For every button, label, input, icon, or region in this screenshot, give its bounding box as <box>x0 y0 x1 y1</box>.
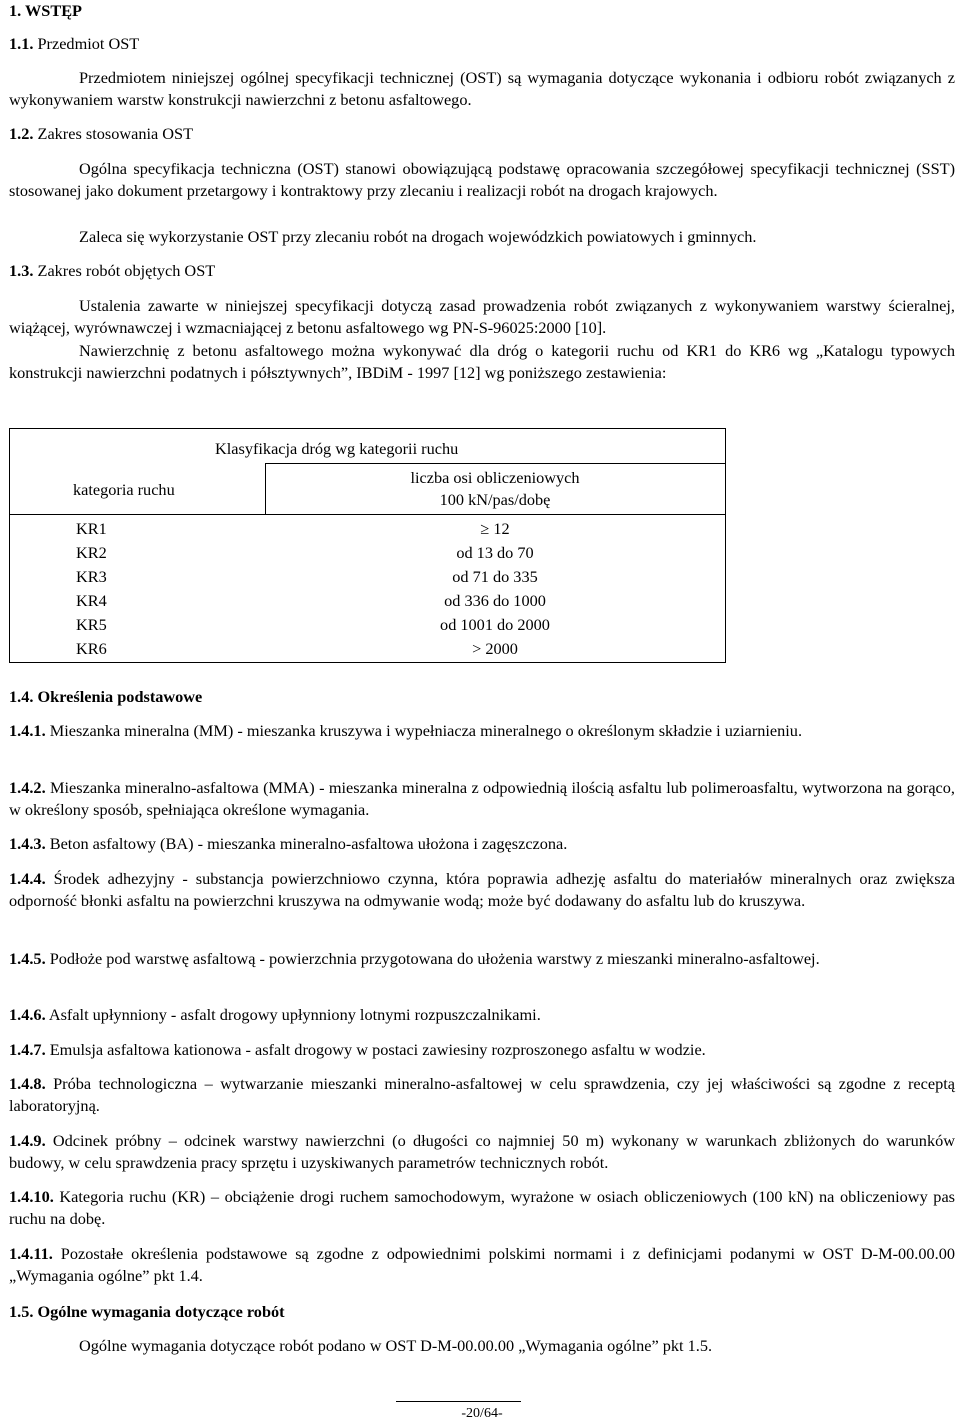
table-divider <box>10 514 725 515</box>
section-heading-1-3: 1.3. Zakres robót objętych OST <box>9 261 216 280</box>
section-heading-1-1: 1.1. Przedmiot OST <box>9 34 140 53</box>
section-heading-1-4: 1.4. Określenia podstawowe <box>9 687 203 706</box>
section-heading-1-2: 1.2. Zakres stosowania OST <box>9 124 194 143</box>
paragraph-1-5: Ogólne wymagania dotyczące robót podano w OST D-M-00.00.00 „Wymagania ogólne” pkt 1.5. <box>79 1336 713 1355</box>
definition-item: 1.4.11. Pozostałe określenia podstawowe są zgodne z odpowiednimi polskimi normami i z definicjami podanymi w OST D-M-00.00.00 „Wymagania ogólne” pkt 1.4. <box>9 1244 955 1285</box>
table-row-value: > 2000 <box>472 639 518 658</box>
definition-item: 1.4.8. Próba technologiczna – wytwarzanie mieszanki mineralno-asfaltowej w celu sprawdzenia, czy jej właściwości są zgodne z receptą laboratoryjną. <box>9 1074 955 1115</box>
table-header-category: kategoria ruchu <box>73 480 175 499</box>
paragraph-1-1: Przedmiotem niniejszej ogólnej specyfikacji technicznej (OST) są wymagania dotyczące wykonania i odbioru robót związanych z wykonywaniem warstw konstrukcji nawierzchni z betonu asfaltowego. <box>9 68 955 109</box>
table-row-category: KR1 <box>76 519 107 538</box>
table-row-category: KR3 <box>76 567 107 586</box>
table-row-value: ≥ 12 <box>480 519 510 538</box>
table-header-axles: liczba osi obliczeniowych 100 kN/pas/dobę <box>410 468 580 509</box>
paragraph-1-3-b: Nawierzchnię z betonu asfaltowego można wykonywać dla dróg o kategorii ruchu od KR1 do KR6 wg „Katalogu typowych konstrukcji nawierzchni podatnych i półsztywnych”, IBDiM - 1997 [12] wg poniższego zestawienia: <box>9 341 955 382</box>
definition-item: 1.4.7. Emulsja asfaltowa kationowa - asfalt drogowy w postaci zawiesiny rozproszonego asfaltu w wodzie. <box>9 1040 706 1059</box>
table-row-category: KR6 <box>76 639 107 658</box>
definition-item: 1.4.6. Asfalt upłynniony - asfalt drogowy upłynniony lotnymi rozpuszczalnikami. <box>9 1005 541 1024</box>
table-row-value: od 1001 do 2000 <box>440 615 550 634</box>
table-row-category: KR2 <box>76 543 107 562</box>
table-title: Klasyfikacja dróg wg kategorii ruchu <box>215 439 459 458</box>
definition-item: 1.4.4. Środek adhezyjny - substancja powierzchniowo czynna, która poprawia adhezję asfaltu do materiałów mineralnych oraz zwiększa odporność błonki asfaltu na powierzchni kruszywa na odmywanie wodą; może być dodawany do asfaltu lub do kruszywa. <box>9 869 955 910</box>
section-heading-1-5: 1.5. Ogólne wymagania dotyczące robót <box>9 1302 285 1321</box>
table-row-category: KR5 <box>76 615 107 634</box>
footer-rule <box>396 1401 521 1402</box>
definition-item: 1.4.3. Beton asfaltowy (BA) - mieszanka mineralno-asfaltowa ułożona i zagęszczona. <box>9 834 568 853</box>
table-row-value: od 71 do 335 <box>452 567 538 586</box>
definition-item: 1.4.9. Odcinek próbny – odcinek warstwy nawierzchni (o długości co najmniej 50 m) wykonany w warunkach zbliżonych do warunków budowy, w celu sprawdzenia pracy sprzętu i uzyskiwanych parametrów technicznych robót. <box>9 1131 955 1172</box>
definition-item: 1.4.10. Kategoria ruchu (KR) – obciążenie drogi ruchem samochodowym, wyrażone w osiach obliczeniowych (100 kN) na obliczeniowy pas ruchu na dobę. <box>9 1187 956 1228</box>
traffic-category-table <box>9 428 726 663</box>
document-page <box>9 0 955 1427</box>
table-divider <box>265 463 725 464</box>
table-row-category: KR4 <box>76 591 107 610</box>
section-heading-1: 1. WSTĘP <box>9 1 83 20</box>
page-number: -20/64- <box>461 1406 503 1421</box>
definition-item: 1.4.5. Podłoże pod warstwę asfaltową - powierzchnia przygotowana do ułożenia warstwy z mieszanki mineralno-asfaltowej. <box>9 949 820 968</box>
table-row-value: od 13 do 70 <box>456 543 534 562</box>
paragraph-1-2-b: Zaleca się wykorzystanie OST przy zlecaniu robót na drogach wojewódzkich powiatowych i gminnych. <box>79 227 757 246</box>
table-row-value: od 336 do 1000 <box>444 591 546 610</box>
definition-item: 1.4.2. Mieszanka mineralno-asfaltowa (MMA) - mieszanka mineralna z odpowiednią ilością asfaltu lub polimeroasfaltu, wytworzona na gorąco, w określony sposób, spełniająca określone wymagania. <box>9 778 955 819</box>
paragraph-1-3-a: Ustalenia zawarte w niniejszej specyfikacji dotyczą zasad prowadzenia robót związanych z wykonywaniem warstwy ścieralnej, wiążącej, wyrównawczej i wzmacniającej z betonu asfaltowego wg PN-S-96025:2000 [10]. <box>9 296 955 337</box>
paragraph-1-2-a: Ogólna specyfikacja techniczna (OST) stanowi obowiązującą podstawę opracowania szczegółowej specyfikacji technicznej (SST) stosowanej jako dokument przetargowy i kontraktowy przy zlecaniu i realizacji robót na drogach krajowych. <box>9 159 955 200</box>
definition-item: 1.4.1. Mieszanka mineralna (MM) - mieszanka kruszywa i wypełniacza mineralnego o określonym składzie i uziarnieniu. <box>9 721 803 740</box>
